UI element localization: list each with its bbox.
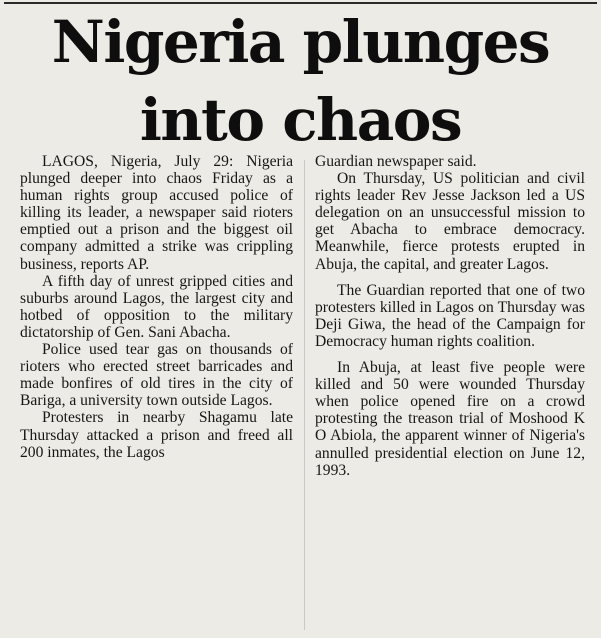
- article-paragraph: On Thursday, US politician and civil rights leader Rev Jesse Jackson led a US delegation on an unsuccessful mission to get Abacha to embrace democracy. Meanwhile, fierce protests erupted in Abuja, the capital, and greater Lagos.: [315, 170, 585, 273]
- article-paragraph: In Abuja, at least five people were killed and 50 were wounded Thursday when police opened fire on a crowd protesting the treason trial of Moshood K O Abiola, the apparent winner of Nigeria's annulled presidential election on June 12, 1993.: [315, 359, 585, 479]
- headline-line-1: Nigeria plunges: [51, 8, 550, 76]
- article-paragraph: Police used tear gas on thousands of rioters who erected street barricades and made bonfires of old tires in the city of Bariga, a university town outside Lagos.: [20, 341, 293, 410]
- column-divider: [304, 160, 305, 630]
- article-paragraph: The Guardian reported that one of two protesters killed in Lagos on Thursday was Deji Giwa, the head of the Campaign for Democracy human rights coalition.: [315, 281, 585, 350]
- article-right-column: [315, 153, 585, 479]
- headline-line-2: into chaos: [139, 86, 462, 154]
- article-paragraph: LAGOS, Nigeria, July 29: Nigeria plunged deeper into chaos Friday as a human rights group accused police of killing its leader, a newspaper said rioters emptied out a prison and the biggest oil company admitted a strike was crippling business, reports AP.: [20, 153, 293, 273]
- top-rule: [4, 2, 597, 4]
- article-left-column: [20, 153, 293, 461]
- article-paragraph: Guardian newspaper said.: [315, 153, 477, 170]
- article-paragraph: Protesters in nearby Shagamu late Thursday attacked a prison and freed all 200 inmates, the Lagos: [20, 409, 293, 461]
- article-paragraph: A fifth day of unrest gripped cities and suburbs around Lagos, the largest city and hotbed of opposition to the military dictatorship of Gen. Sani Abacha.: [20, 272, 293, 341]
